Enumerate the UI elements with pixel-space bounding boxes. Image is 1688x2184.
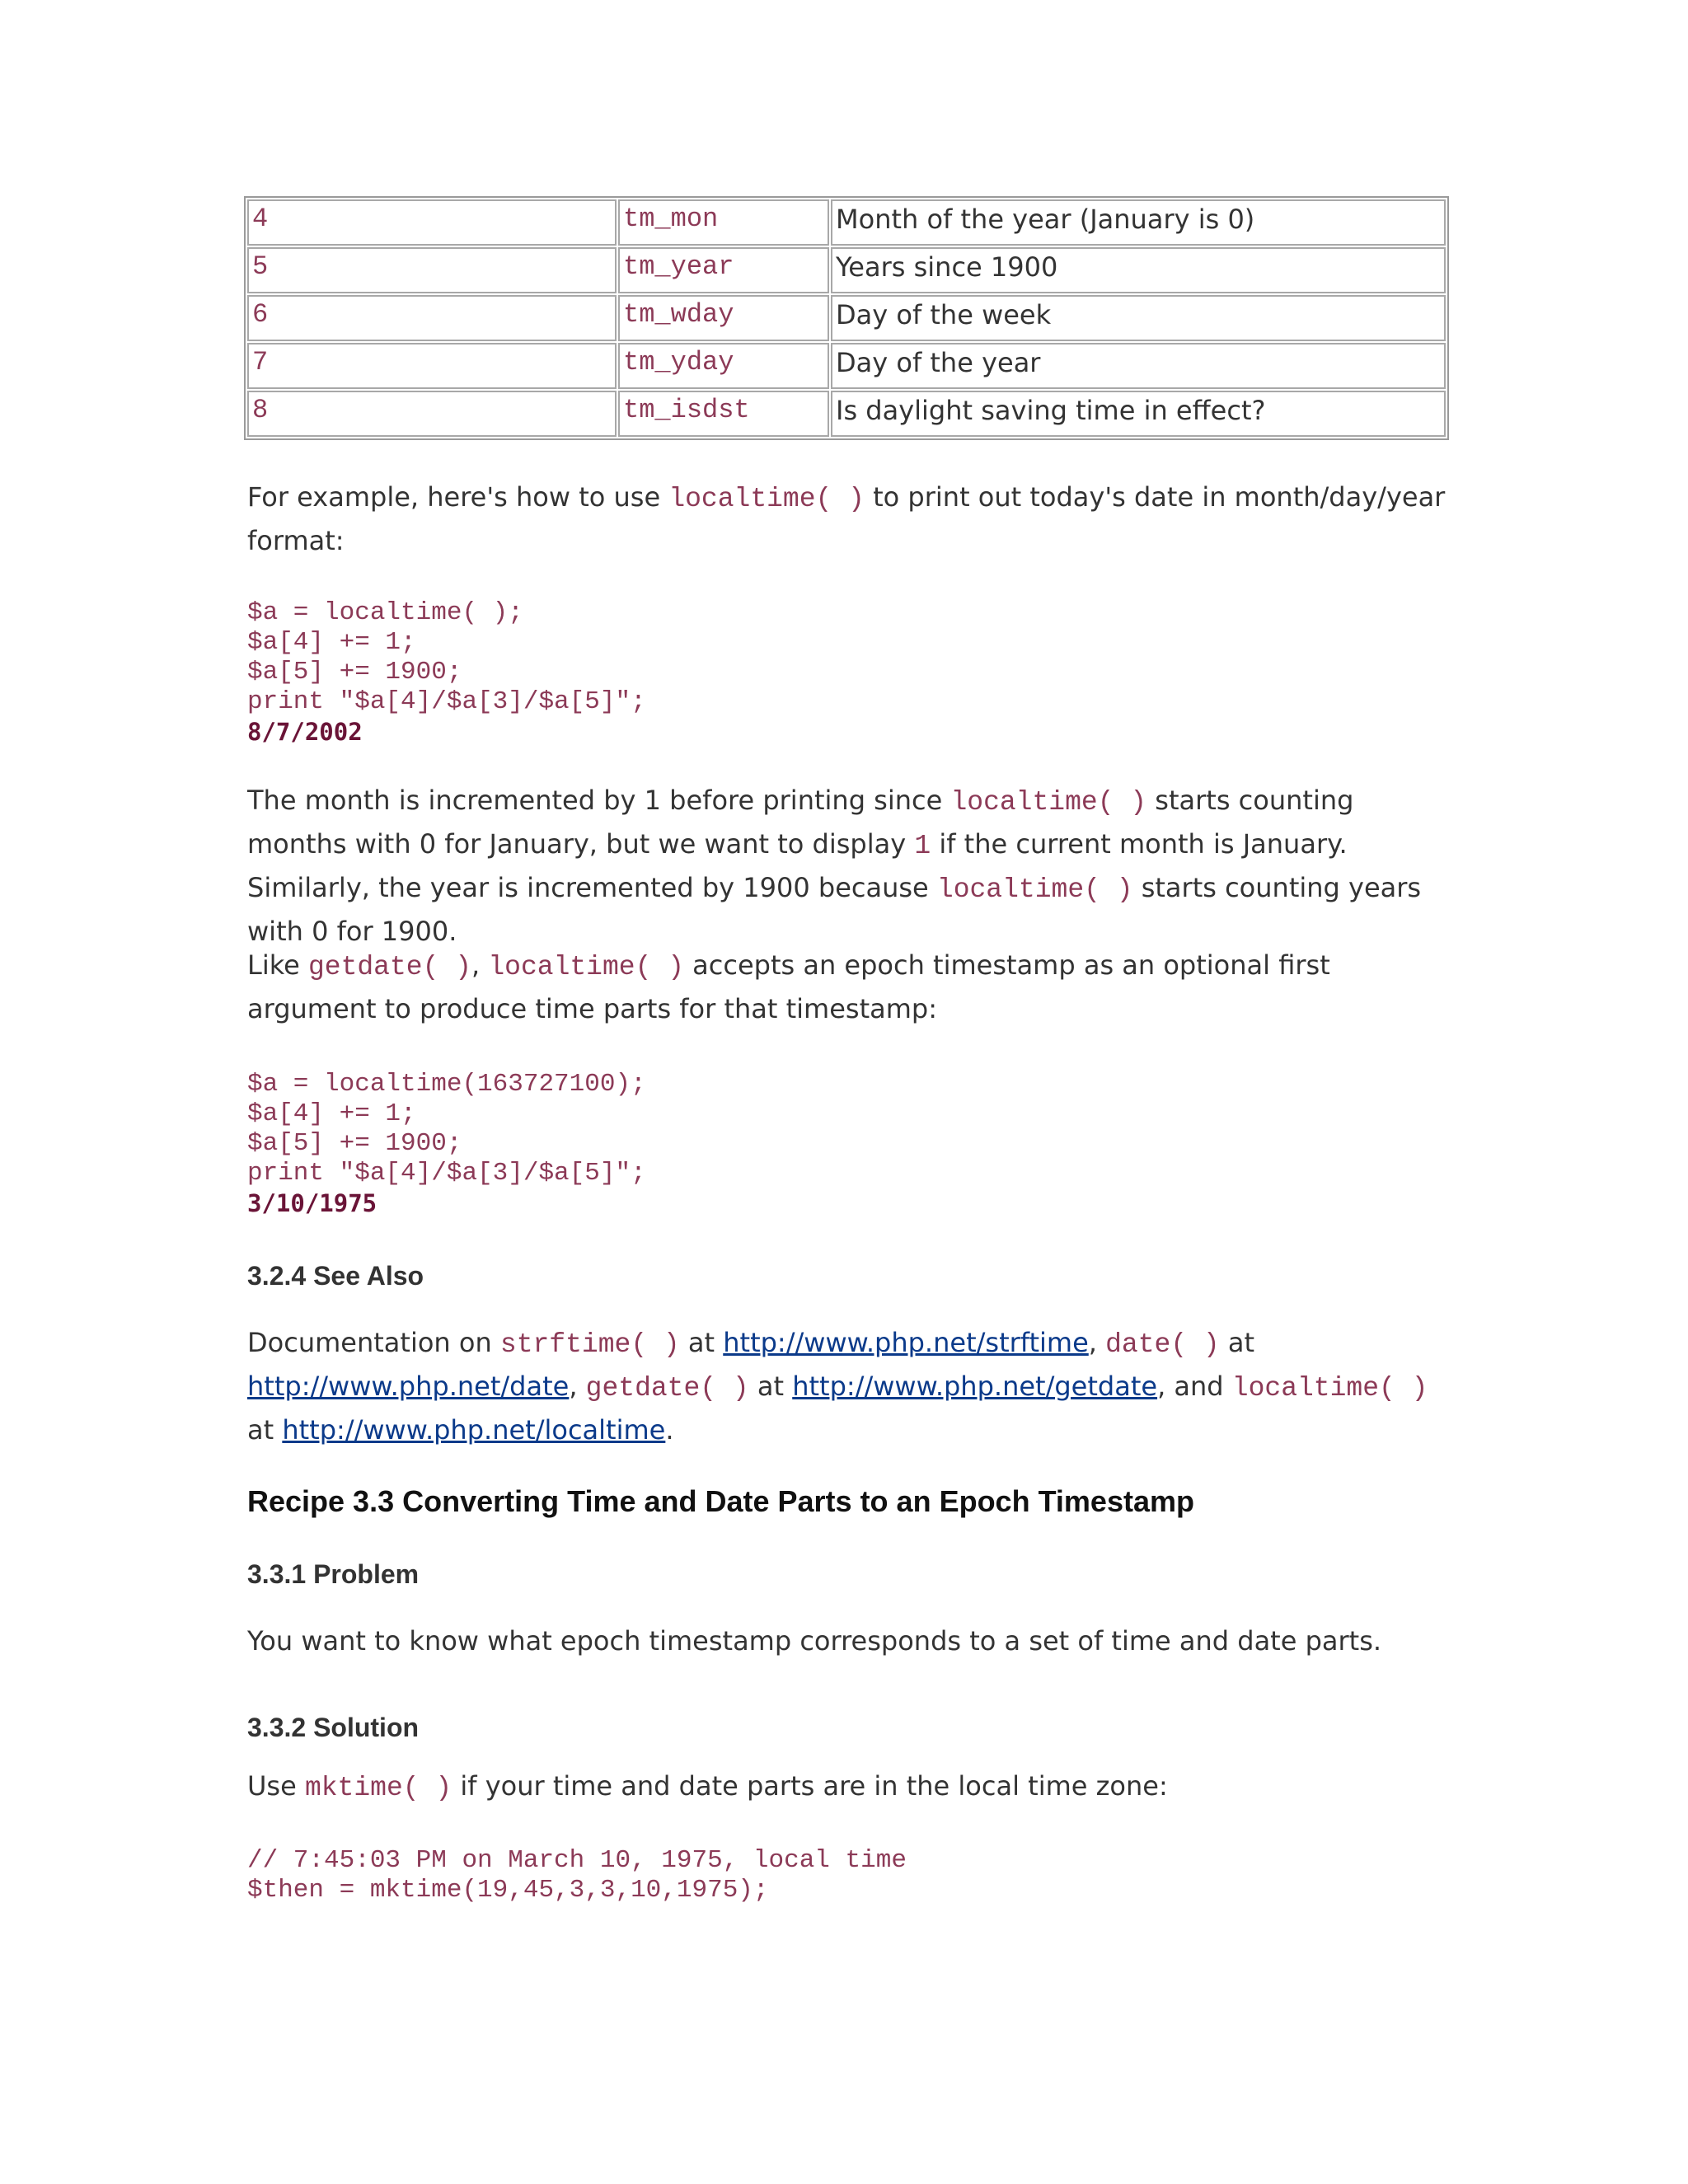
paragraph-example-intro — [247, 476, 1451, 562]
inline-code-getdate: getdate( ) — [585, 1373, 749, 1404]
inline-code-localtime: localtime( ) — [488, 952, 684, 982]
text-span: to print out today's date in month/day/year format: — [247, 481, 1446, 556]
inline-code-strftime: strftime( ) — [499, 1329, 680, 1360]
text-span: if your time and date parts are in the local time zone: — [452, 1770, 1168, 1802]
link-date[interactable]: http://www.php.net/date — [247, 1371, 570, 1402]
text-span: at — [1219, 1327, 1255, 1358]
text-span: The month is incremented by 1 before printing since — [247, 785, 951, 816]
time-part-index: 5 — [247, 247, 617, 293]
code-output: 3/10/1975 — [247, 1189, 377, 1217]
time-part-name: tm_mon — [618, 199, 829, 246]
text-span: , — [471, 949, 489, 981]
time-part-description: Years since 1900 — [831, 247, 1446, 293]
inline-code-getdate: getdate( ) — [307, 952, 472, 982]
paragraph-month-increment — [247, 780, 1451, 953]
link-localtime[interactable]: http://www.php.net/localtime — [282, 1414, 666, 1446]
time-parts-table — [244, 196, 1449, 440]
link-strftime[interactable]: http://www.php.net/strftime — [723, 1327, 1089, 1358]
table-row — [247, 343, 1446, 389]
table-row — [247, 199, 1446, 246]
month-increment-text — [247, 780, 1451, 953]
paragraph-solution — [247, 1765, 1451, 1809]
text-span: , — [569, 1371, 586, 1402]
inline-code-localtime: localtime( ) — [1231, 1373, 1428, 1404]
table-row — [247, 247, 1446, 293]
paragraph-see-also — [247, 1322, 1451, 1451]
text-span: Documentation on — [247, 1327, 500, 1358]
section-problem-heading — [247, 1558, 1451, 1591]
text-span: starts counting months with 0 for January, but we want to display — [247, 785, 1354, 860]
table-row — [247, 295, 1446, 341]
inline-code-localtime: localtime( ) — [936, 874, 1133, 905]
text-span: , and — [1157, 1371, 1232, 1402]
see-also-text — [247, 1322, 1451, 1451]
time-parts-table-body — [247, 199, 1446, 437]
time-part-name: tm_wday — [618, 295, 829, 341]
text-span: . — [665, 1414, 674, 1446]
problem-text: You want to know what epoch timestamp corresponds to a set of time and date parts. — [247, 1625, 1382, 1657]
text-span: Use — [247, 1770, 305, 1802]
code-output: 8/7/2002 — [247, 718, 363, 746]
code-block-localtime — [247, 598, 1451, 747]
text-span: at — [679, 1327, 724, 1358]
text-span: at — [247, 1414, 283, 1446]
inline-code-localtime: localtime( ) — [950, 787, 1147, 818]
table-row — [247, 391, 1446, 437]
see-also-heading: 3.2.4 See Also — [247, 1261, 424, 1291]
time-part-index: 4 — [247, 199, 617, 246]
time-part-description: Day of the week — [831, 295, 1446, 341]
code-listing: // 7:45:03 PM on March 10, 1975, local time $then = mktime(19,45,3,3,10,1975); — [247, 1846, 907, 1905]
text-span: , — [1088, 1327, 1106, 1358]
inline-code-mktime: mktime( ) — [304, 1773, 452, 1803]
section-solution-heading — [247, 1711, 1451, 1744]
text-span: Like — [247, 949, 308, 981]
link-getdate[interactable]: http://www.php.net/getdate — [792, 1371, 1158, 1402]
time-part-index: 6 — [247, 295, 617, 341]
time-part-name: tm_isdst — [618, 391, 829, 437]
time-part-name: tm_yday — [618, 343, 829, 389]
text-span: accepts an epoch timestamp as an optional first argument to produce time parts for that timestamp: — [247, 949, 1330, 1024]
solution-text — [247, 1765, 1451, 1809]
like-getdate-text — [247, 944, 1451, 1030]
code-block-localtime-timestamp — [247, 1070, 1451, 1218]
time-part-description: Is daylight saving time in effect? — [831, 391, 1446, 437]
text-span: if the current month is January. Similarly, the year is incremented by 1900 because — [247, 828, 1348, 903]
time-part-index: 7 — [247, 343, 617, 389]
paragraph-problem — [247, 1620, 1451, 1662]
paragraph-like-getdate — [247, 944, 1451, 1030]
inline-code-localtime: localtime( ) — [668, 484, 865, 514]
time-part-index: 8 — [247, 391, 617, 437]
problem-heading: 3.3.1 Problem — [247, 1559, 420, 1589]
solution-heading: 3.3.2 Solution — [247, 1713, 420, 1742]
code-listing: $a = localtime( ); $a[4] += 1; $a[5] += 1900; print "$a[4]/$a[3]/$a[5]"; — [247, 598, 646, 716]
code-listing: $a = localtime(163727100); $a[4] += 1; $a[5] += 1900; print "$a[4]/$a[3]/$a[5]"; — [247, 1070, 646, 1188]
code-block-mktime — [247, 1846, 1451, 1905]
section-see-also-heading — [247, 1259, 1451, 1292]
time-part-description: Month of the year (January is 0) — [831, 199, 1446, 246]
recipe-title-block — [247, 1483, 1451, 1520]
time-part-name: tm_year — [618, 247, 829, 293]
recipe-title: Recipe 3.3 Converting Time and Date Parts to an Epoch Timestamp — [247, 1484, 1194, 1518]
time-part-description: Day of the year — [831, 343, 1446, 389]
text-span: starts counting years with 0 for 1900. — [247, 872, 1422, 947]
text-span: at — [748, 1371, 793, 1402]
example-intro-text — [247, 476, 1451, 562]
inline-code-one: 1 — [914, 831, 931, 861]
inline-code-date: date( ) — [1105, 1329, 1220, 1360]
text-span: For example, here's how to use — [247, 481, 669, 513]
